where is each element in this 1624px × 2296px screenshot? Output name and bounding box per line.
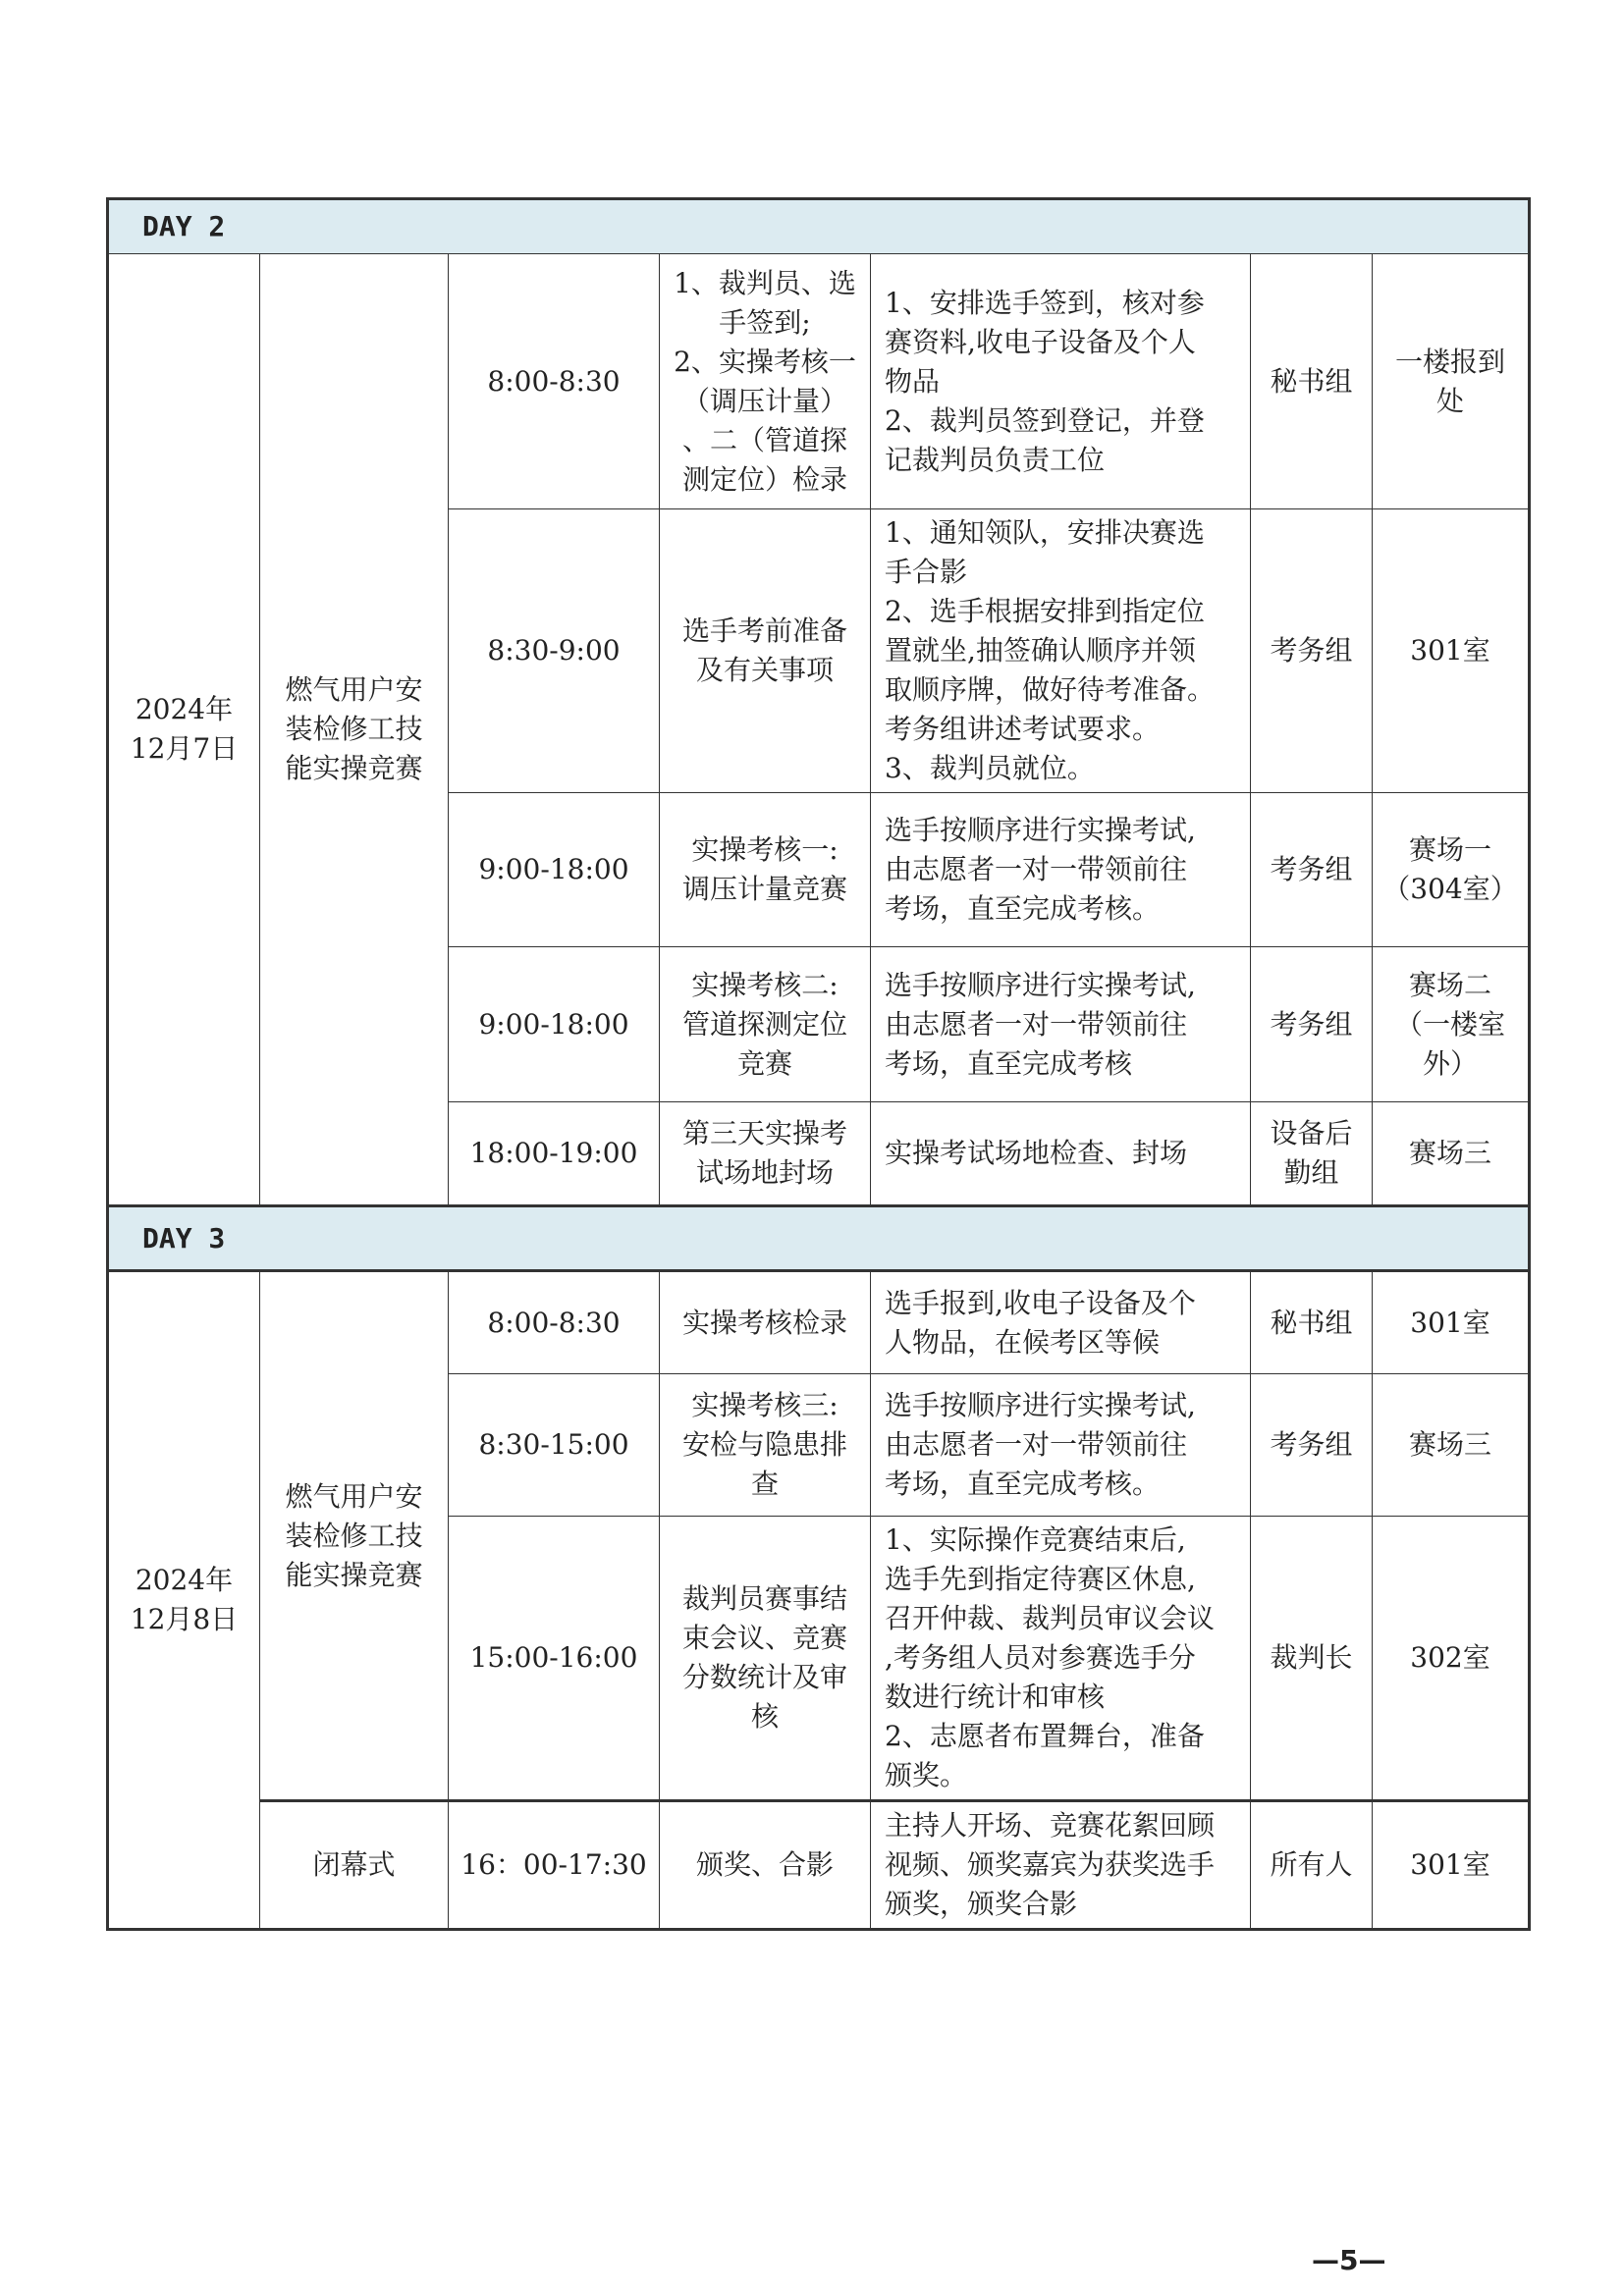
day2-row5-item: 第三天实操考 试场地封场 (660, 1102, 871, 1206)
day2-row4-group: 考务组 (1251, 947, 1373, 1102)
closing-detail: 主持人开场、竞赛花絮回顾 视频、颁奖嘉宾为获奖选手 颁奖，颁奖合影 (871, 1801, 1251, 1930)
day3-row2-group: 考务组 (1251, 1374, 1373, 1517)
day2-row5-place: 赛场三 (1373, 1102, 1530, 1206)
day3-row2-item: 实操考核三: 安检与隐患排 查 (660, 1374, 871, 1517)
day2-row1-group: 秘书组 (1251, 254, 1373, 509)
day2-row4-detail: 选手按顺序进行实操考试, 由志愿者一对一带领前往 考场，直至完成考核 (871, 947, 1251, 1102)
day2-row1-item: 1、裁判员、选 手签到; 2、实操考核一 （调压计量） 、二（管道探 测定位）检录 (660, 254, 871, 509)
day3-row1-group: 秘书组 (1251, 1271, 1373, 1374)
day3-header: DAY 3 (108, 1206, 1530, 1271)
day3-row1-detail: 选手报到,收电子设备及个 人物品，在候考区等候 (871, 1271, 1251, 1374)
day2-row2-item: 选手考前准备 及有关事项 (660, 509, 871, 793)
closing-item: 颁奖、合影 (660, 1801, 871, 1930)
day3-row3-group: 裁判长 (1251, 1517, 1373, 1801)
closing-group: 所有人 (1251, 1801, 1373, 1930)
day2-header: DAY 2 (108, 199, 1530, 254)
day2-row4-item: 实操考核二: 管道探测定位 竞赛 (660, 947, 871, 1102)
day2-row3-place: 赛场一 （304室） (1373, 793, 1530, 947)
day2-row2-detail: 1、通知领队，安排决赛选 手合影 2、选手根据安排到指定位 置就坐,抽签确认顺序并领 取顺序牌，做好待考准备。 考务组讲述考试要求。 3、裁判员就位。 (871, 509, 1251, 793)
day3-row1-item: 实操考核检录 (660, 1271, 871, 1374)
day2-row4-place: 赛场二 （一楼室 外） (1373, 947, 1530, 1102)
day3-row2-detail: 选手按顺序进行实操考试, 由志愿者一对一带领前往 考场，直至完成考核。 (871, 1374, 1251, 1517)
day2-row3-time: 9:00-18:00 (449, 793, 660, 947)
day2-row5-detail: 实操考试场地检查、封场 (871, 1102, 1251, 1206)
closing-event: 闭幕式 (260, 1801, 449, 1930)
day3-event: 燃气用户安 装检修工技 能实操竞赛 (260, 1271, 449, 1801)
day3-row1-time: 8:00-8:30 (449, 1271, 660, 1374)
page-number: —5— (1312, 2244, 1386, 2276)
day2-row1-time: 8:00-8:30 (449, 254, 660, 509)
day2-event: 燃气用户安 装检修工技 能实操竞赛 (260, 254, 449, 1206)
day3-row1-place: 301室 (1373, 1271, 1530, 1374)
schedule-table (106, 197, 1531, 1931)
day2-row2-place: 301室 (1373, 509, 1530, 793)
day3-row3-place: 302室 (1373, 1517, 1530, 1801)
day2-row3-detail: 选手按顺序进行实操考试, 由志愿者一对一带领前往 考场，直至完成考核。 (871, 793, 1251, 947)
day2-row1-place: 一楼报到 处 (1373, 254, 1530, 509)
closing-time: 16：00-17:30 (449, 1801, 660, 1930)
closing-place: 301室 (1373, 1801, 1530, 1930)
day3-row2-time: 8:30-15:00 (449, 1374, 660, 1517)
day2-row3-group: 考务组 (1251, 793, 1373, 947)
day2-row2-time: 8:30-9:00 (449, 509, 660, 793)
day2-row2-group: 考务组 (1251, 509, 1373, 793)
day3-row3-item: 裁判员赛事结 束会议、竞赛 分数统计及审 核 (660, 1517, 871, 1801)
day2-row4-time: 9:00-18:00 (449, 947, 660, 1102)
day2-row5-group: 设备后 勤组 (1251, 1102, 1373, 1206)
day3-row3-time: 15:00-16:00 (449, 1517, 660, 1801)
day3-row3-detail: 1、实际操作竞赛结束后, 选手先到指定待赛区休息, 召开仲裁、裁判员审议会议 ,考务组人员对参赛选手分 数进行统计和审核 2、志愿者布置舞台，准备 颁奖。 (871, 1517, 1251, 1801)
day3-date: 2024年 12月8日 (108, 1271, 260, 1930)
day2-row3-item: 实操考核一: 调压计量竞赛 (660, 793, 871, 947)
day2-row1-detail: 1、安排选手签到，核对参 赛资料,收电子设备及个人 物品 2、裁判员签到登记，并登 记裁判员负责工位 (871, 254, 1251, 509)
day2-date: 2024年 12月7日 (108, 254, 260, 1206)
day3-row2-place: 赛场三 (1373, 1374, 1530, 1517)
day2-row5-time: 18:00-19:00 (449, 1102, 660, 1206)
